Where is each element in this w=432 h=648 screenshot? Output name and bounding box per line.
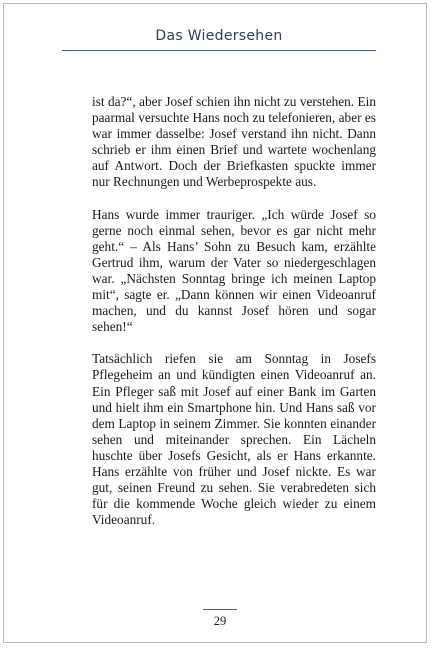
body-text — [92, 94, 376, 544]
paragraph: Tatsächlich riefen sie am Sonntag in Josefs Pflegeheim an und kündigten einen Videoanruf an. Ein Pfleger saß mit Josef auf einer Bank im Garten und hielt ihm ein Smartphone hin. Und Hans saß vor dem Laptop in seinem Zimmer. Sie konnten einander sehen und miteinander sprechen. Ein Lächeln huschte über Josefs Gesicht, als er Hans erkannte. Hans erzählte von früher und Josef nickte. Es war gut, seinen Freund zu sehen. Sie verabredeten sich für die kommende Woche gleich wieder zu einem Videoanruf. — [92, 351, 376, 528]
running-header — [62, 26, 376, 51]
footer-rule — [203, 609, 237, 610]
chapter-title: Das Wiedersehen — [155, 28, 283, 44]
page-number: 29 — [213, 614, 227, 628]
page — [3, 3, 427, 643]
paragraph: Hans wurde immer trauriger. „Ich würde Josef so gerne noch einmal sehen, bevor es gar nicht mehr geht.“ – Als Hans’ Sohn zu Besuch kam, erzählte Gertrud ihm, warum der Vater so niedergeschlagen war. „Nächsten Sonntag bringe ich meinen Laptop mit“, sagte er. „Dann können wir einen Videoanruf machen, und du kannst Josef hören und sogar sehen!“ — [92, 206, 376, 335]
paragraph: ist da?“, aber Josef schien ihn nicht zu verstehen. Ein paarmal versuchte Hans noch zu telefonieren, aber es war immer dasselbe: Josef verstand ihn nicht. Dann schrieb er ihm einen Brief und wartete wochenlang auf Antwort. Doch der Briefkasten spuckte immer nur Rechnungen und Werbeprospekte aus. — [92, 94, 376, 190]
